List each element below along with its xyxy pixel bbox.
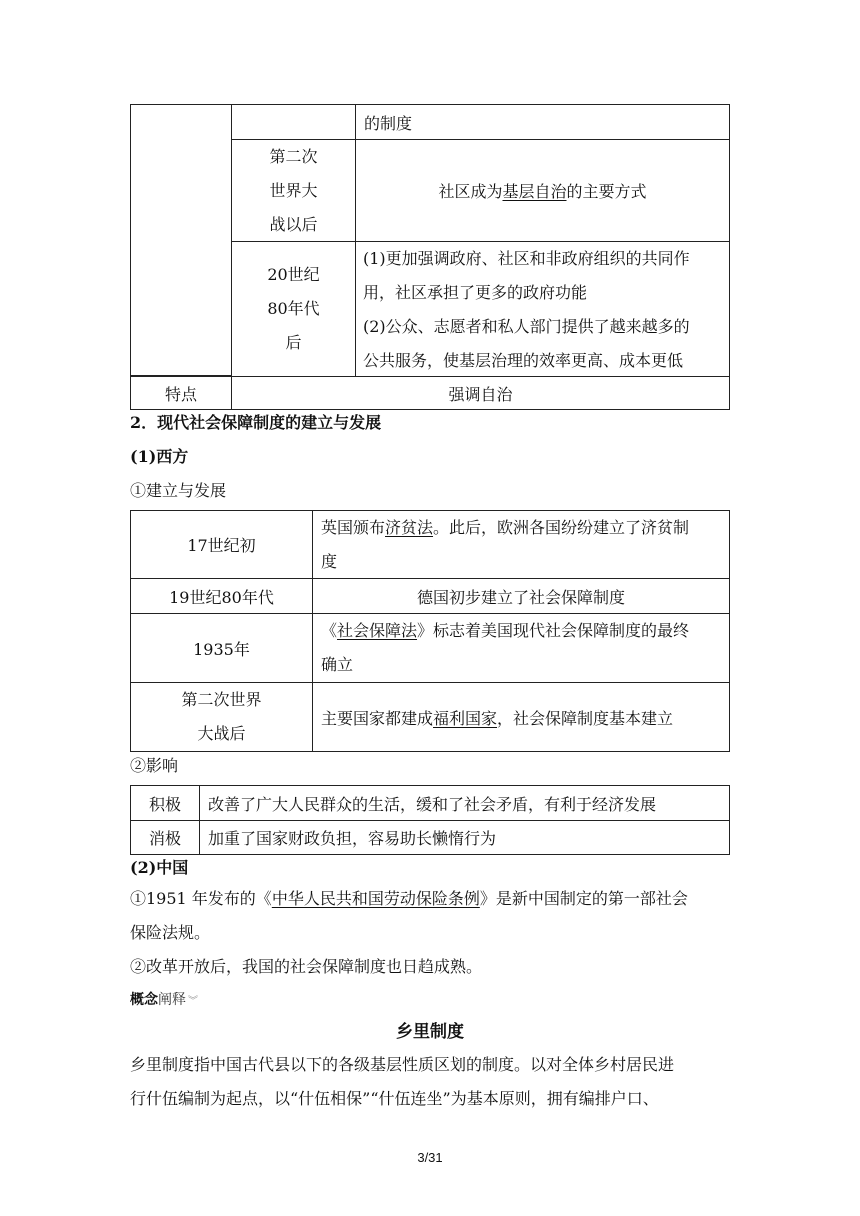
table1-row1-date: 第二次 世界大 战以后 (231, 139, 356, 242)
table2-row1-date: 19世纪80年代 (130, 578, 313, 614)
table1-feature-value: 强调自治 (231, 376, 730, 410)
table3-row1-label: 消极 (130, 820, 200, 855)
concept-paragraph: 乡里制度指中国古代县以下的各级基层性质区划的制度。以对全体乡村居民进 行什伍编制为起点，以“什伍相保”“什伍连坐”为基本原则，拥有编排户口、 (130, 1055, 675, 1108)
table2-row2-text: 《社会保障法》标志着美国现代社会保障制度的最终 确立 (312, 613, 730, 683)
table1-feature-label: 特点 (130, 376, 232, 410)
table1-row0-text: 的制度 (355, 104, 730, 140)
table2-row0-date: 17世纪初 (130, 510, 313, 579)
concept-label: 概念阐释 ︾ (130, 992, 198, 1008)
term-grassroots-autonomy: 基层自治 (502, 182, 567, 201)
table3-row1-text: 加重了国家财政负担，容易助长懒惰行为 (199, 820, 730, 855)
table2-row0-text: 英国颁布济贫法。此后，欧洲各国纷纷建立了济贫制 度 (312, 510, 730, 579)
table1-row2-date: 20世纪 80年代 后 (231, 241, 356, 377)
china-paragraph-2: ②改革开放后，我国的社会保障制度也日趋成熟。 (130, 957, 483, 976)
subheading-impact: ②影响 (130, 756, 179, 775)
table3-row0-label: 积极 (130, 785, 200, 821)
table1-row0-date (231, 104, 356, 140)
table2-row3-date: 第二次世界 大战后 (130, 682, 313, 752)
chevron-down-icon: ︾ (188, 996, 198, 1007)
table2-row1-text: 德国初步建立了社会保障制度 (312, 578, 730, 614)
table1-blank-cell (130, 104, 232, 376)
concept-title: 乡里制度 (396, 1022, 464, 1042)
subheading-establishment: ①建立与发展 (130, 481, 227, 500)
subheading-west: (1)西方 (130, 447, 189, 466)
table2-row2-date: 1935年 (130, 613, 313, 683)
subheading-china: (2)中国 (130, 858, 189, 877)
law-title: 中华人民共和国劳动保险条例 (271, 889, 480, 908)
china-paragraph-1: ①1951 年发布的《中华人民共和国劳动保险条例》是新中国制定的第一部社会 保险法规。 (130, 889, 688, 942)
page-number: 3/31 (417, 1150, 443, 1165)
table1-row2-text: (1)更加强调政府、社区和非政府组织的共同作 用，社区承担了更多的政府功能 (2)公众、志愿者和私人部门提供了越来越多的 公共服务，使基层治理的效率更高、成本更低 (355, 241, 730, 377)
table1-row1-text: 社区成为基层自治的主要方式 (355, 139, 730, 242)
table2-row3-text: 主要国家都建成福利国家，社会保障制度基本建立 (312, 682, 730, 752)
table3-row0-text: 改善了广大人民群众的生活，缓和了社会矛盾，有利于经济发展 (199, 785, 730, 821)
section-heading-social-security: 2．现代社会保障制度的建立与发展 (130, 413, 382, 432)
